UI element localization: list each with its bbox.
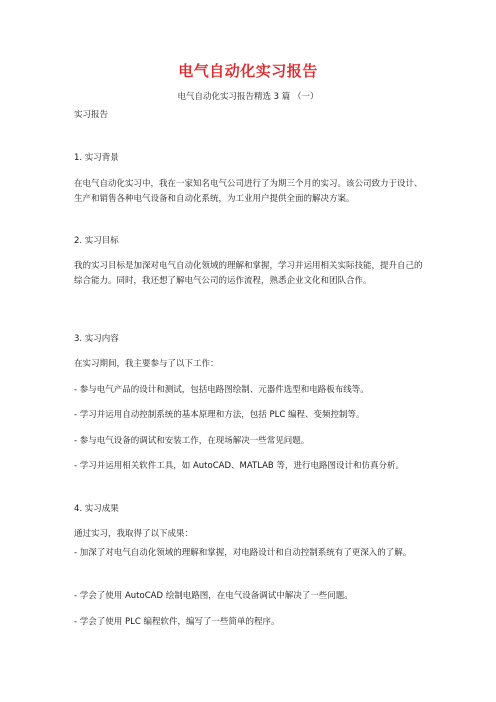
section-4-item: - 学会了使用 AutoCAD 绘制电路图，在电气设备调试中解决了一些问题。	[74, 591, 353, 601]
section-3-item: - 学习并运用相关软件工具，如 AutoCAD、MATLAB 等，进行电路图设计和仿真分析。	[74, 461, 404, 471]
section-4-heading: 4. 实习成果	[74, 504, 119, 514]
section-3-intro: 在实习期间，我主要参与了以下工作：	[74, 359, 219, 369]
section-3-item: - 参与电气设备的调试和安装工作，在现场解决一些常见问题。	[74, 436, 310, 446]
section-1-heading: 1. 实习背景	[74, 153, 119, 163]
report-label: 实习报告	[74, 110, 109, 120]
section-3-item: - 参与电气产品的设计和测试，包括电路图绘制、元器件选型和电路板布线等。	[74, 385, 369, 395]
section-2-paragraph: 我的实习目标是加深对电气自动化领域的理解和掌握，学习并运用相关实际技能，提升自己的综合能力。同时，我还想了解电气公司的运作流程，熟悉企业文化和团队合作。	[74, 261, 423, 286]
section-2-heading: 2. 实习目标	[74, 236, 119, 246]
document-title: 电气自动化实习报告	[178, 62, 318, 80]
document-subtitle: 电气自动化实习报告精选 3 篇 （一）	[177, 92, 319, 102]
section-3-heading: 3. 实习内容	[74, 334, 119, 344]
section-1-paragraph: 在电气自动化实习中，我在一家知名电气公司进行了为期三个月的实习。该公司致力于设计、生产和销售各种电气设备和自动化系统，为工业用户提供全面的解决方案。	[74, 179, 423, 204]
section-4-item: - 加深了对电气自动化领域的理解和掌握，对电路设计和自动控制系统有了更深入的了解。	[74, 548, 412, 558]
section-4-intro: 通过实习，我取得了以下成果：	[74, 529, 194, 539]
section-4-item: - 学会了使用 PLC 编程软件，编写了一些简单的程序。	[74, 617, 280, 627]
section-3-item: - 学习并运用自动控制系统的基本原理和方法，包括 PLC 编程、变频控制等。	[74, 410, 365, 420]
